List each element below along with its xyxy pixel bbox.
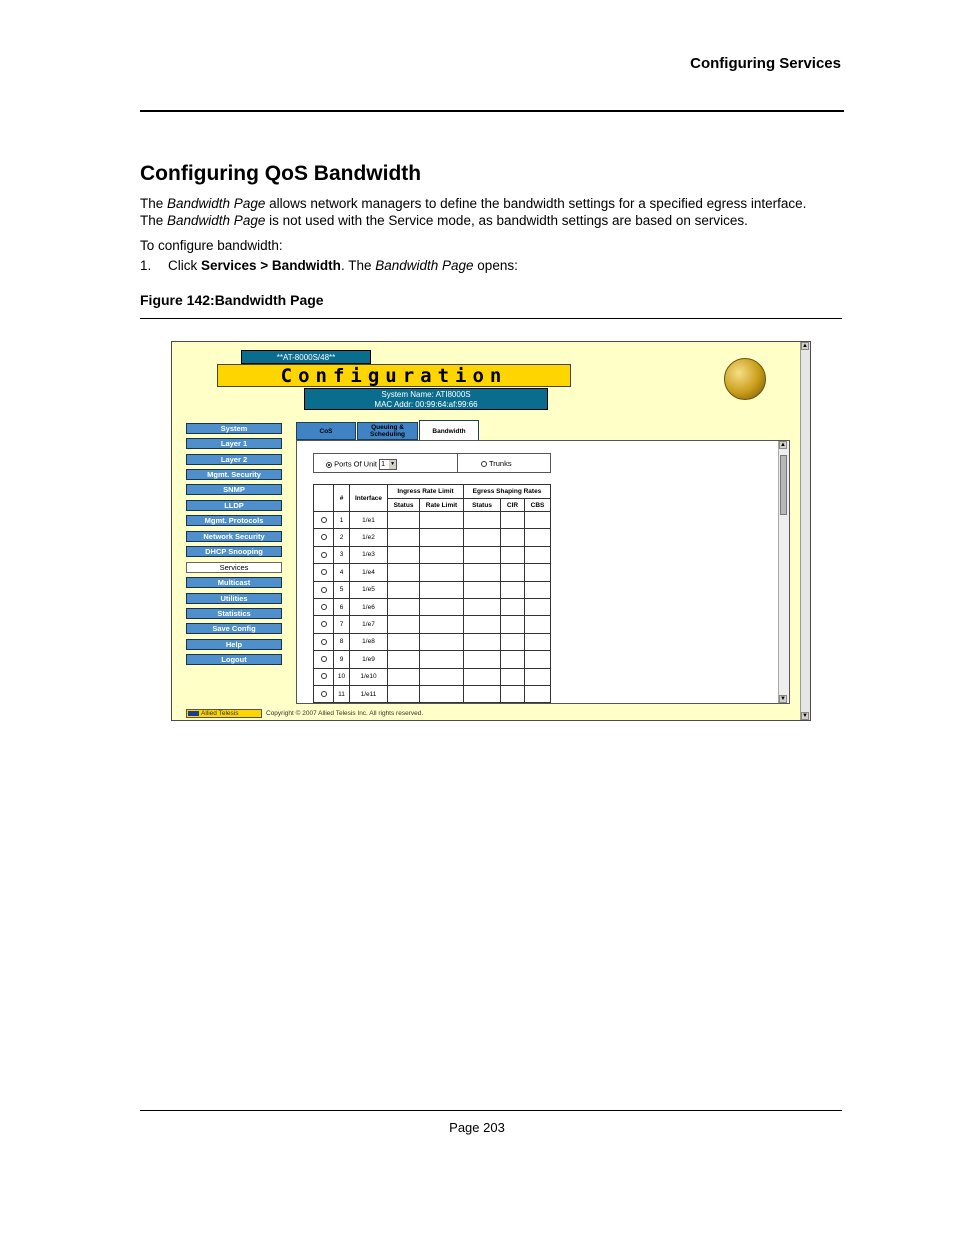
row-ingress-status (388, 685, 420, 702)
row-cir (501, 668, 525, 685)
row-radio[interactable] (321, 552, 327, 558)
copyright-text: Copyright © 2007 Allied Telesis Inc. All rights reserved. (266, 710, 424, 717)
row-cbs (525, 581, 551, 598)
table-row[interactable] (314, 546, 551, 563)
row-ingress-status (388, 581, 420, 598)
row-select-cell[interactable] (314, 529, 334, 546)
row-select-cell[interactable] (314, 651, 334, 668)
table-row[interactable] (314, 564, 551, 581)
header-rule (140, 110, 844, 112)
scroll-down-icon[interactable]: ▼ (802, 713, 808, 719)
row-interface: 1/e1 (350, 512, 388, 529)
row-select-cell[interactable] (314, 512, 334, 529)
row-radio[interactable] (321, 691, 327, 697)
row-rate-limit (420, 651, 464, 668)
trunks-label: Trunks (488, 459, 512, 468)
row-select-cell[interactable] (314, 581, 334, 598)
row-egress-status (464, 512, 501, 529)
menu-mgmt-security[interactable]: Mgmt. Security (186, 469, 282, 480)
row-rate-limit (420, 633, 464, 650)
col-cir: CIR (501, 499, 525, 512)
row-radio[interactable] (321, 656, 327, 662)
row-cir (501, 564, 525, 581)
row-cir (501, 633, 525, 650)
row-ingress-status (388, 633, 420, 650)
model-tab: **AT-8000S/48** (241, 350, 371, 364)
row-ingress-status (388, 668, 420, 685)
row-rate-limit (420, 598, 464, 615)
mac-address: MAC Addr: 00:99:64:af:99:66 (374, 400, 478, 409)
row-cbs (525, 685, 551, 702)
menu-mgmt-protocols[interactable]: Mgmt. Protocols (186, 515, 282, 526)
row-interface: 1/e6 (350, 598, 388, 615)
ports-radio[interactable] (326, 462, 332, 468)
row-egress-status (464, 598, 501, 615)
row-select-cell[interactable] (314, 668, 334, 685)
col-number: # (334, 485, 350, 512)
figure-rule (140, 318, 842, 319)
row-cbs (525, 564, 551, 581)
row-number: 4 (334, 564, 350, 581)
row-egress-status (464, 546, 501, 563)
menu-statistics[interactable]: Statistics (186, 608, 282, 619)
unit-select[interactable]: 1 ▼ (379, 459, 397, 470)
row-number: 3 (334, 546, 350, 563)
col-egress-status: Status (464, 499, 501, 512)
menu-help[interactable]: Help (186, 639, 282, 650)
row-interface: 1/e5 (350, 581, 388, 598)
tab-cos[interactable]: CoS (296, 422, 356, 440)
menu-layer-1[interactable]: Layer 1 (186, 438, 282, 449)
allied-telesis-logo: Allied Telesis (186, 709, 262, 718)
row-egress-status (464, 651, 501, 668)
scroll-up-icon[interactable]: ▲ (780, 442, 786, 448)
row-interface: 1/e10 (350, 668, 388, 685)
table-row[interactable] (314, 512, 551, 529)
row-cir (501, 598, 525, 615)
row-egress-status (464, 529, 501, 546)
row-cir (501, 581, 525, 598)
pane-scrollbar[interactable] (778, 441, 789, 703)
row-interface: 1/e2 (350, 529, 388, 546)
menu-utilities[interactable]: Utilities (186, 593, 282, 604)
row-egress-status (464, 564, 501, 581)
to-configure-text: To configure bandwidth: (140, 238, 283, 253)
footer-rule (140, 1110, 842, 1111)
row-cbs (525, 668, 551, 685)
col-ingress-status: Status (388, 499, 420, 512)
scroll-up-icon[interactable]: ▲ (802, 343, 808, 349)
globe-logo-icon (724, 358, 766, 400)
row-cir (501, 529, 525, 546)
menu-multicast[interactable]: Multicast (186, 577, 282, 588)
row-cbs (525, 651, 551, 668)
row-select-cell[interactable] (314, 598, 334, 615)
row-egress-status (464, 616, 501, 633)
row-cir (501, 616, 525, 633)
row-cbs (525, 546, 551, 563)
row-rate-limit (420, 685, 464, 702)
row-interface: 1/e4 (350, 564, 388, 581)
row-cbs (525, 633, 551, 650)
row-rate-limit (420, 529, 464, 546)
row-cir (501, 546, 525, 563)
row-cir (501, 512, 525, 529)
figure-caption: Figure 142:Bandwidth Page (140, 292, 324, 308)
row-radio[interactable] (321, 639, 327, 645)
menu-snmp[interactable]: SNMP (186, 484, 282, 495)
row-number: 10 (334, 668, 350, 685)
row-number: 5 (334, 581, 350, 598)
system-name: System Name: ATI8000S (381, 390, 471, 399)
row-select-cell[interactable] (314, 633, 334, 650)
row-select-cell[interactable] (314, 564, 334, 581)
row-rate-limit (420, 668, 464, 685)
page-number: Page 203 (449, 1120, 505, 1135)
table-row[interactable] (314, 598, 551, 615)
row-rate-limit (420, 581, 464, 598)
table-row[interactable] (314, 651, 551, 668)
row-ingress-status (388, 529, 420, 546)
menu-logout[interactable]: Logout (186, 654, 282, 665)
col-cbs: CBS (525, 499, 551, 512)
row-number: 6 (334, 598, 350, 615)
row-ingress-status (388, 616, 420, 633)
table-row[interactable] (314, 633, 551, 650)
row-ingress-status (388, 546, 420, 563)
row-number: 7 (334, 616, 350, 633)
col-egress-shaping-rates: Egress Shaping Rates (464, 485, 551, 499)
row-radio[interactable] (321, 569, 327, 575)
row-select-cell[interactable] (314, 616, 334, 633)
step-1: 1. Click Services > Bandwidth. The Bandwidth Page opens: (140, 258, 518, 273)
configuration-banner: Configuration (217, 364, 571, 387)
row-number: 1 (334, 512, 350, 529)
row-radio[interactable] (321, 587, 327, 593)
col-interface: Interface (350, 485, 388, 512)
row-interface: 1/e8 (350, 633, 388, 650)
row-ingress-status (388, 512, 420, 529)
scroll-down-icon[interactable]: ▼ (780, 696, 786, 702)
row-ingress-status (388, 651, 420, 668)
row-egress-status (464, 685, 501, 702)
row-interface: 1/e9 (350, 651, 388, 668)
col-rate-limit: Rate Limit (420, 499, 464, 512)
row-rate-limit (420, 564, 464, 581)
table-row[interactable] (314, 668, 551, 685)
menu-system[interactable]: System (186, 423, 282, 434)
tab-bandwidth[interactable]: Bandwidth (419, 420, 479, 441)
menu-network-security[interactable]: Network Security (186, 531, 282, 542)
allied-telesis-mark-icon (188, 711, 199, 716)
row-cbs (525, 529, 551, 546)
row-cir (501, 685, 525, 702)
row-rate-limit (420, 512, 464, 529)
row-egress-status (464, 633, 501, 650)
row-select-cell[interactable] (314, 685, 334, 702)
tab-queuing-scheduling[interactable]: Queuing & Scheduling (357, 422, 418, 440)
ports-trunks-selector (313, 453, 551, 473)
row-ingress-status (388, 598, 420, 615)
row-cbs (525, 598, 551, 615)
row-cbs (525, 616, 551, 633)
row-interface: 1/e3 (350, 546, 388, 563)
scroll-thumb[interactable] (780, 455, 787, 515)
menu-lldp[interactable]: LLDP (186, 500, 282, 511)
menu-services[interactable]: Services (186, 562, 282, 573)
menu-layer-2[interactable]: Layer 2 (186, 454, 282, 465)
row-ingress-status (388, 564, 420, 581)
table-row[interactable] (314, 685, 551, 702)
row-cbs (525, 512, 551, 529)
section-title: Configuring QoS Bandwidth (140, 162, 422, 185)
row-cir (501, 651, 525, 668)
row-radio[interactable] (321, 517, 327, 523)
row-radio[interactable] (321, 534, 327, 540)
bandwidth-page-screenshot (171, 341, 811, 721)
table-row[interactable] (314, 581, 551, 598)
system-info (304, 388, 548, 410)
bandwidth-content-pane (296, 440, 790, 704)
intro-paragraph: The Bandwidth Page allows network managers to define the bandwidth settings for a specified egress interface. The Bandwidth Page is not used with the Service mode, as bandwidth settings are based on services. (140, 196, 807, 228)
menu-dhcp-snooping[interactable]: DHCP Snooping (186, 546, 282, 557)
row-radio[interactable] (321, 621, 327, 627)
row-radio[interactable] (321, 604, 327, 610)
chevron-down-icon: ▼ (390, 461, 396, 467)
menu-save-config[interactable]: Save Config (186, 623, 282, 634)
row-select-cell[interactable] (314, 546, 334, 563)
row-rate-limit (420, 546, 464, 563)
trunks-radio[interactable] (481, 461, 487, 467)
row-number: 11 (334, 685, 350, 702)
table-row[interactable] (314, 529, 551, 546)
table-row[interactable] (314, 616, 551, 633)
row-egress-status (464, 581, 501, 598)
row-number: 8 (334, 633, 350, 650)
row-interface: 1/e11 (350, 685, 388, 702)
col-ingress-rate-limit: Ingress Rate Limit (388, 485, 464, 499)
window-scrollbar[interactable] (800, 342, 810, 720)
row-egress-status (464, 668, 501, 685)
ports-of-unit-label: Ports Of Unit (334, 459, 378, 469)
row-number: 2 (334, 529, 350, 546)
row-radio[interactable] (321, 673, 327, 679)
row-number: 9 (334, 651, 350, 668)
bandwidth-table (313, 484, 551, 703)
row-interface: 1/e7 (350, 616, 388, 633)
row-rate-limit (420, 616, 464, 633)
running-head: Configuring Services (690, 55, 841, 72)
